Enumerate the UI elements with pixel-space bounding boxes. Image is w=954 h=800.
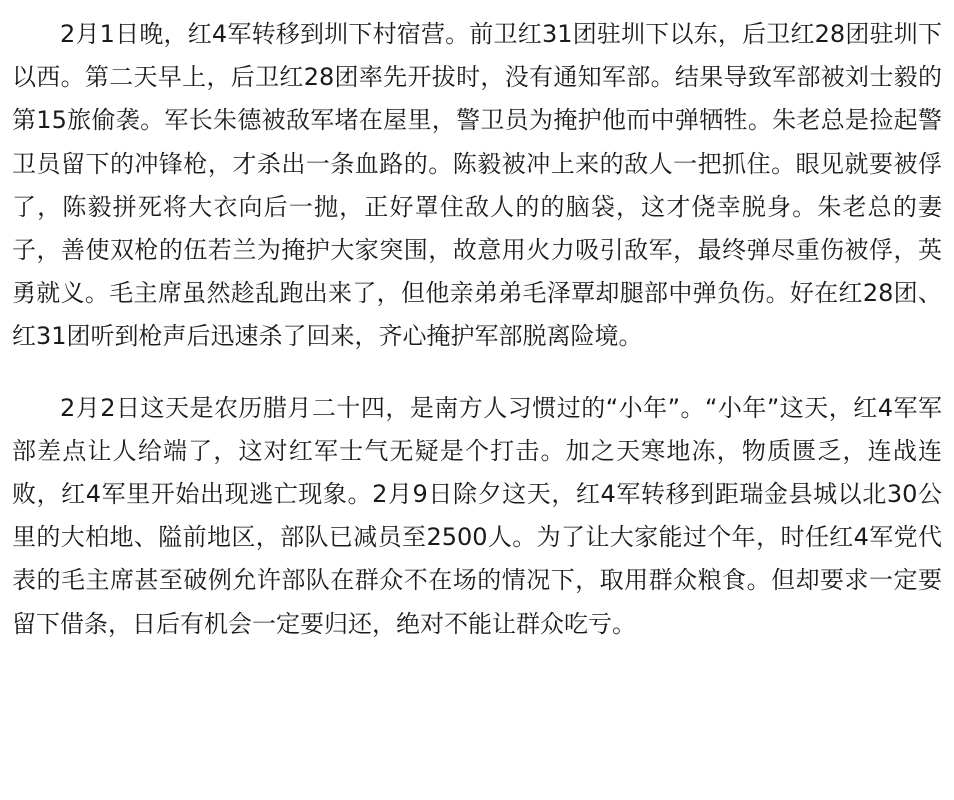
paragraph-2: 2月2日这天是农历腊月二十四，是南方人习惯过的“小年”。“小年”这天，红4军军部差点让人给端了，这对红军士气无疑是个打击。加之天寒地冻，物质匮乏，连战连败，红4军里开始出现逃亡现象。2月9日除夕这天，红4军转移到距瑞金县城以北30公里的大柏地、隘前地区，部队已减员至2500人。为了让大家能过个年，时任红4军党代表的毛主席甚至破例允许部队在群众不在场的情况下，取用群众粮食。但却要求一定要留下借条，日后有机会一定要归还，绝对不能让群众吃亏。 [12,393,942,638]
paragraph-1: 2月1日晚，红4军转移到圳下村宿营。前卫红31团驻圳下以东，后卫红28团驻圳下以西。第二天早上，后卫红28团率先开拔时，没有通知军部。结果导致军部被刘士毅的第15旅偷袭。军长朱德被敌军堵在屋里，警卫员为掩护他而中弹牺牲。朱老总是捡起警卫员留下的冲锋枪，才杀出一条血路的。陈毅被冲上来的敌人一把抓住。眼见就要被俘了，陈毅拼死将大衣向后一抛，正好罩住敌人的的脑袋，这才侥幸脱身。朱老总的妻子，善使双枪的伍若兰为掩护大家突围，故意用火力吸引敌军，最终弹尽重伤被俘，英勇就义。毛主席虽然趁乱跑出来了，但他亲弟弟毛泽覃却腿部中弹负伤。好在红28团、红31团听到枪声后迅速杀了回来，齐心掩护军部脱离险境。 [12,20,942,351]
